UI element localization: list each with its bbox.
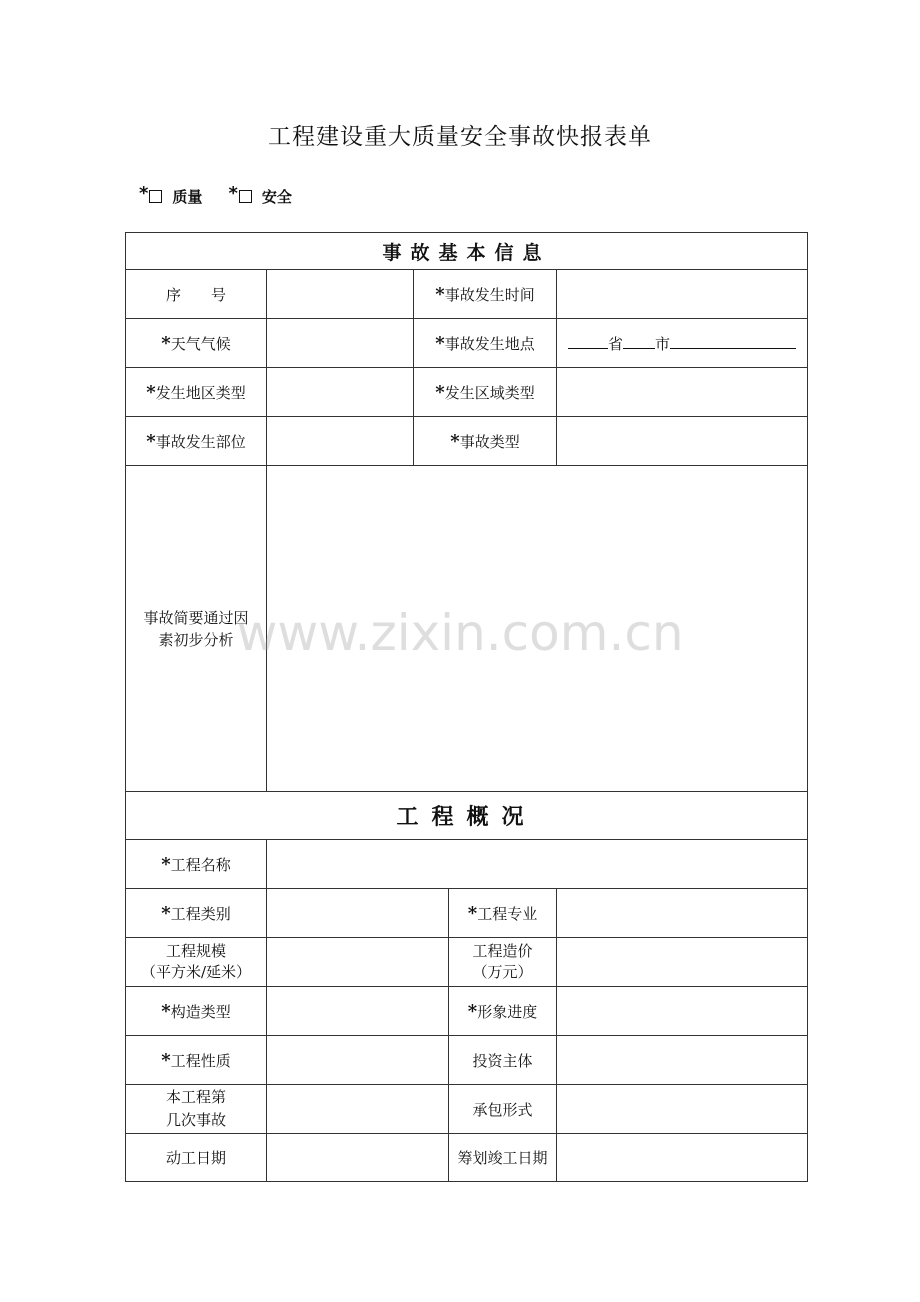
region-type-field[interactable] (267, 368, 414, 417)
accident-count-line-2: 几次事故 (165, 1111, 226, 1129)
start-date-field[interactable] (267, 1134, 449, 1182)
checkbox-icon[interactable] (149, 190, 162, 203)
analysis-label-line-1: 事故简要通过因 (143, 608, 249, 627)
project-scale-label (126, 938, 267, 987)
watermark: www.zixin.com.cn (236, 604, 684, 662)
project-cost-field[interactable] (557, 938, 808, 987)
area-type-label: * 发生区域类型 (414, 368, 557, 417)
cost-label-line-1: 工程造价 (472, 942, 533, 960)
contract-form-label: 承包形式 (449, 1085, 557, 1134)
report-form-table (125, 232, 808, 1182)
area-type-field[interactable] (557, 368, 808, 417)
accident-part-field[interactable] (267, 417, 414, 466)
project-name-field[interactable] (267, 840, 808, 889)
start-date-label: 动工日期 (126, 1134, 267, 1182)
city-unit: 市 (655, 334, 671, 353)
contract-form-field[interactable] (557, 1085, 808, 1134)
project-specialty-field[interactable] (557, 889, 808, 938)
analysis-field[interactable] (267, 466, 808, 792)
accident-time-field[interactable] (557, 270, 808, 319)
structure-type-label: * 构造类型 (126, 987, 267, 1036)
weather-field[interactable] (267, 319, 414, 368)
section-header-basic-info: 事故基本信息 (126, 233, 808, 270)
province-unit: 省 (608, 334, 624, 353)
scale-label-line-2: （平方米/延米） (140, 963, 252, 981)
accident-location-field[interactable] (557, 319, 808, 368)
analysis-label-line-2: 素初步分析 (158, 630, 234, 649)
accident-type-field[interactable] (557, 417, 808, 466)
required-mark: * (139, 183, 149, 204)
project-category-field[interactable] (267, 889, 449, 938)
project-scale-field[interactable] (267, 938, 449, 987)
cost-label-line-2: （万元） (472, 963, 533, 981)
analysis-label (126, 466, 267, 792)
project-nature-field[interactable] (267, 1036, 449, 1085)
project-name-label: * 工程名称 (126, 840, 267, 889)
project-specialty-label: * 工程专业 (449, 889, 557, 938)
seq-field[interactable] (267, 270, 414, 319)
accident-count-field[interactable] (267, 1085, 449, 1134)
investor-label: 投资主体 (449, 1036, 557, 1085)
weather-label: * 天气气候 (126, 319, 267, 368)
planned-completion-label: 筹划竣工日期 (449, 1134, 557, 1182)
form-title: 工程建设重大质量安全事故快报表单 (268, 124, 652, 150)
address-blank[interactable] (670, 334, 796, 349)
type-checkboxes (139, 183, 292, 207)
scale-label-line-1: 工程规模 (165, 942, 226, 960)
accident-time-label: * 事故发生时间 (414, 270, 557, 319)
accident-part-label: * 事故发生部位 (126, 417, 267, 466)
progress-field[interactable] (557, 987, 808, 1036)
planned-completion-field[interactable] (557, 1134, 808, 1182)
section-header-project-overview: 工程概况 (126, 792, 808, 840)
quality-label: 质量 (172, 188, 203, 206)
city-blank[interactable] (623, 334, 655, 349)
accident-count-line-1: 本工程第 (165, 1088, 226, 1106)
province-blank[interactable] (568, 334, 608, 349)
seq-label: 序 号 (126, 270, 267, 319)
safety-label: 安全 (261, 188, 292, 206)
investor-field[interactable] (557, 1036, 808, 1085)
region-type-label: * 发生地区类型 (126, 368, 267, 417)
quality-checkbox[interactable] (139, 183, 203, 207)
accident-count-label (126, 1085, 267, 1134)
progress-label: * 形象进度 (449, 987, 557, 1036)
safety-checkbox[interactable] (228, 183, 292, 207)
accident-type-label: * 事故类型 (414, 417, 557, 466)
project-nature-label: * 工程性质 (126, 1036, 267, 1085)
required-mark: * (228, 183, 238, 204)
structure-type-field[interactable] (267, 987, 449, 1036)
project-cost-label (449, 938, 557, 987)
checkbox-icon[interactable] (239, 190, 252, 203)
accident-location-label: * 事故发生地点 (414, 319, 557, 368)
project-category-label: * 工程类别 (126, 889, 267, 938)
